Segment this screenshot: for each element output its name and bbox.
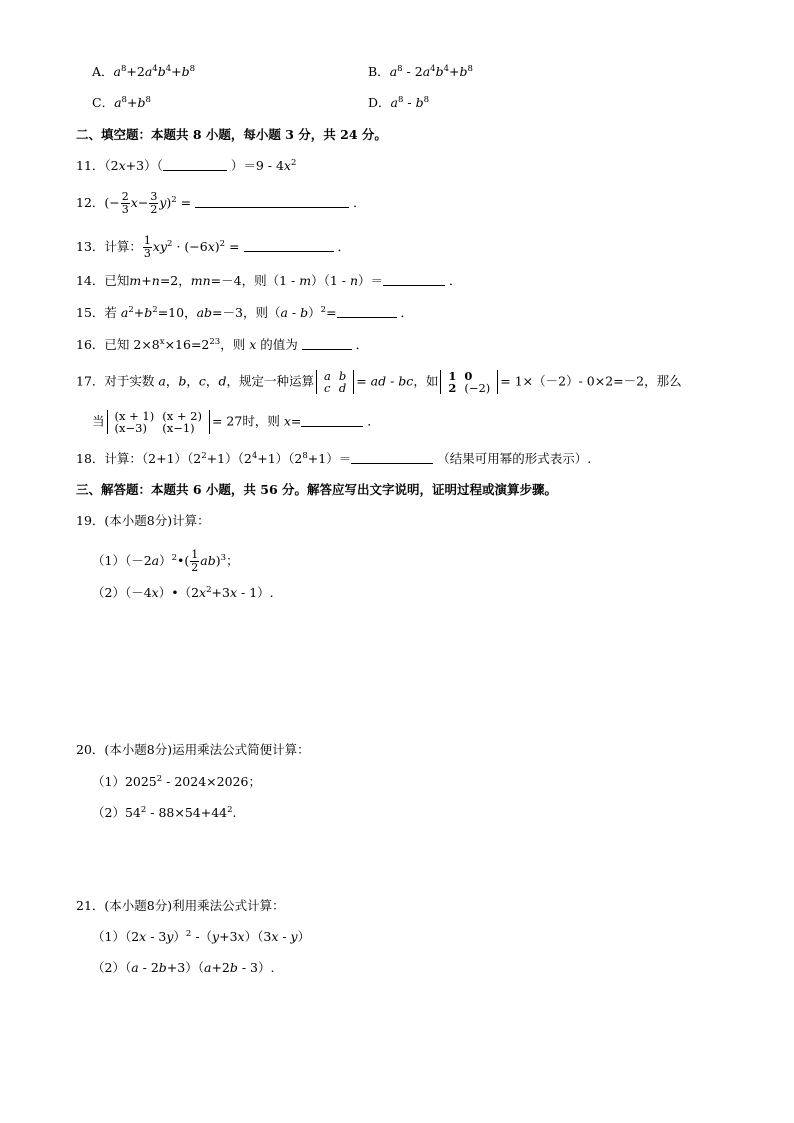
question-17-line-2: 当 (x + 1) (x + 2) (x−3) (x−1) = 27时，则 x= ． (92, 409, 380, 435)
question-21-part-2: （2）（a - 2b+3）（a+2b - 3）. (92, 960, 275, 975)
question-11: 11．（2x+3）（ ）$=9 - 4x^2$ (76, 158, 297, 173)
question-17-text-b: ，规定一种运算 (226, 373, 314, 389)
question-18-number: 18． (76, 451, 105, 466)
choice-c: C．$a^8+b^8$ (92, 95, 151, 110)
choice-a: A．$a^8+2a^4b^4+b^8$ (92, 64, 196, 79)
question-17-text-when: 当 (92, 413, 105, 429)
question-15-number: 15． (76, 305, 105, 320)
question-14: 14．已知m+n=2，mn=－4，则（1 - m）（1 - n）＝ ． (76, 273, 462, 288)
question-15: 15．若 $a^2+b^2=10$，ab=－3，则（a - b）$^2$= ． (76, 305, 414, 320)
question-20-part-2: $(2)54^2 - 88\times 54+44^2$. (92, 805, 237, 820)
determinant-example: 1 0 2 (−2) (440, 370, 498, 394)
question-14-number: 14． (76, 273, 105, 288)
question-16: 16．已知 $2\times 8^x\times 16=2^{23}$，则 x 的值为 ． (76, 337, 369, 352)
question-17-text-a: 对于实数 (104, 373, 155, 389)
question-19-title: 19．(本小题8分)计算： (76, 513, 210, 528)
question-20-title: 20．(本小题8分)运用乘法公式简便计算： (76, 742, 310, 757)
choice-a-label: A． (92, 64, 114, 79)
question-12-number: 12． (76, 195, 105, 210)
determinant-x: (x + 1) (x + 2) (x−3) (x−1) (107, 410, 210, 434)
section-2-heading: 二、填空题：本题共 8 小题，每小题 3 分，共 24 分。 (76, 127, 387, 142)
determinant-abcd: a b c d (316, 370, 354, 394)
question-19-part-1: $(1)(-2a)^2•$( $\frac{1}{2}$ ab)$^3$； (92, 548, 239, 574)
question-21-title: 21．(本小题8分)利用乘法公式计算： (76, 898, 285, 913)
choice-b: B．$a^8 - 2a^4b^4+b^8$ (368, 64, 473, 79)
choice-c-label: C． (92, 95, 115, 110)
question-19-part-2: $(2)(-4x)•(2x^2+3x - 1)$. (92, 585, 274, 600)
question-13-number: 13． (76, 239, 105, 254)
question-11-number: 11． (76, 158, 105, 173)
question-17-number: 17． (76, 373, 105, 389)
choice-d-label: D． (368, 95, 391, 110)
choice-d: D．$a^8 - b^8$ (368, 95, 430, 110)
question-18: 18．计算：$(2+1)(2^2+1)(2^4+1)(2^8+1)=$ （结果可用幂的形式表示）. (76, 451, 592, 466)
choice-b-label: B． (368, 64, 390, 79)
question-13: 13．计算： $\frac{1}{3}$ $xy^2 \cdot (-6x)^2$ = ． (76, 234, 350, 260)
question-17-line-1: 17．对于实数 a，b，c，d，规定一种运算 a b c d = ad - bc，如 1 0 2 (−2) = 1×（－2）- 0×2=－2，那么 (76, 369, 682, 395)
question-16-number: 16． (76, 337, 105, 352)
section-3-heading: 三、解答题：本题共 6 小题，共 56 分。解答应写出文字说明，证明过程或演算步骤。 (76, 482, 558, 497)
question-21-part-1: （1）（2x - 3y）$^2$ -（y+3x）（3x - y） (92, 929, 311, 944)
question-20-part-1: （1）2025$^2$ - 2024×2026； (92, 774, 261, 789)
question-12: 12．(− $\frac{2}{3}$ x− $\frac{3}{2}$ y)$^2$ = ． (76, 190, 366, 216)
